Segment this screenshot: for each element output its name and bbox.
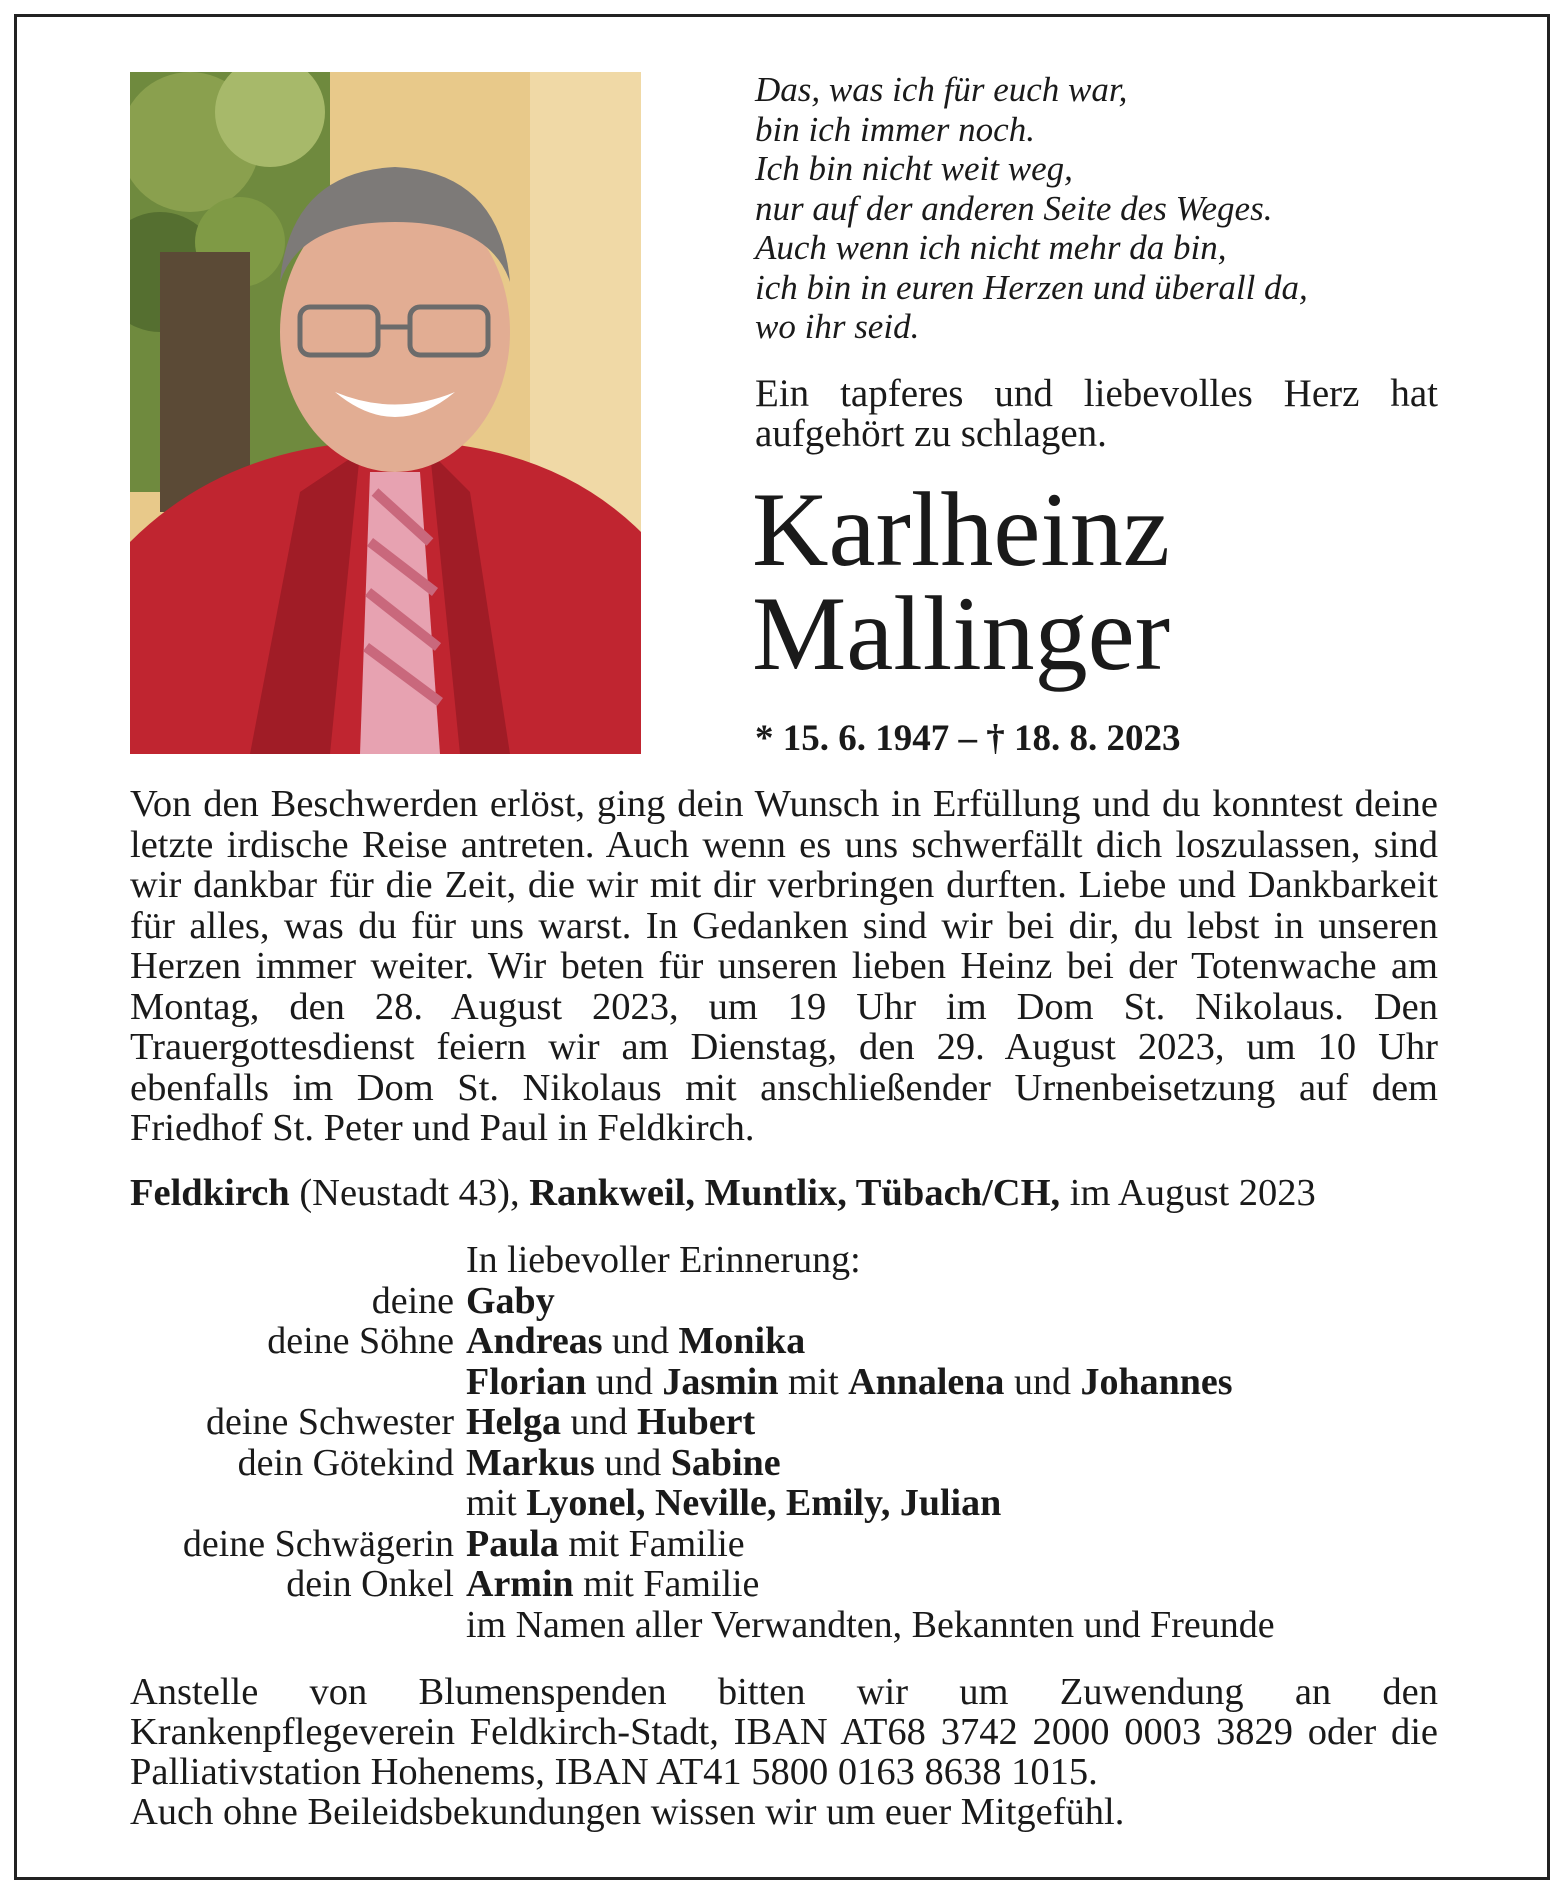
mourner-relation <box>130 1362 466 1403</box>
closing-note: Auch ohne Beileidsbekundungen wissen wir um euer Mitgefühl. <box>130 1791 1125 1833</box>
mourner-connector: mit Familie <box>573 1563 760 1605</box>
mourner-relation: deine <box>371 1279 454 1322</box>
mourner-connector: und <box>602 1320 679 1362</box>
mourner-name: Helga <box>466 1401 561 1443</box>
mourner-name: Paula <box>466 1522 559 1565</box>
mourner-connector: im Namen aller Verwandten, Bekannten und Freunde <box>466 1603 1275 1646</box>
mourner-relation: dein Onkel <box>286 1563 454 1605</box>
mourner-name: Gaby <box>466 1279 555 1322</box>
mourner-names <box>466 1443 781 1484</box>
mourner-row <box>130 1564 1460 1605</box>
last-name: Mallinger <box>752 575 1170 692</box>
mourner-name: Markus <box>466 1441 595 1484</box>
donation-note: Anstelle von Blumenspenden bitten wir um Zuwendung an den Krankenpflegeverein Feldkirch-Stadt, IBAN AT68 3742 2000 0003 3829 oder die Palliativstation Hohenems, IBAN AT41 5800 0163 8638 1015. <box>130 1671 1438 1793</box>
mourner-names <box>466 1605 1275 1646</box>
poem-line: Auch wenn ich nicht mehr da bin, <box>755 228 1227 267</box>
mourner-names <box>466 1321 805 1362</box>
mourner-name: Johannes <box>1080 1360 1233 1403</box>
mourner-name: Hubert <box>636 1401 756 1443</box>
mourner-row <box>130 1483 1460 1524</box>
deceased-name <box>752 471 1452 692</box>
mourner-row <box>130 1605 1460 1646</box>
place-city: Feldkirch <box>130 1172 290 1214</box>
mourner-row <box>130 1321 1460 1362</box>
mourners-heading-row <box>130 1240 1460 1281</box>
mourner-names <box>466 1362 1233 1403</box>
mourner-relation: deine Söhne <box>267 1320 454 1362</box>
poem-line: ich bin in euren Herzen und überall da, <box>755 267 1308 307</box>
mourner-connector: und <box>1004 1360 1081 1403</box>
mourner-relation: deine Schwägerin <box>182 1522 454 1565</box>
poem-line: Das, was ich für euch war, <box>755 70 1128 109</box>
mourners-list <box>130 1240 1460 1645</box>
first-name: Karlheinz <box>752 471 1170 588</box>
mourner-relation <box>130 1605 466 1646</box>
poem-line: Ich bin nicht weit weg, <box>755 149 1073 188</box>
mourner-connector: mit <box>778 1360 849 1403</box>
mourner-row <box>130 1402 1460 1443</box>
mourner-names <box>466 1524 745 1565</box>
poem-line: bin ich immer noch. <box>755 109 1035 149</box>
mourner-name: Jasmin <box>662 1360 779 1403</box>
mourner-relation: deine Schwester <box>206 1401 454 1443</box>
mourner-connector: mit Familie <box>558 1522 745 1565</box>
mourner-connector: und <box>560 1401 637 1443</box>
mourners-heading: In liebevoller Erinnerung: <box>466 1239 861 1281</box>
mourner-row <box>130 1362 1460 1403</box>
mourner-name: Lyonel, Neville, Emily, Julian <box>526 1482 1002 1524</box>
poem-line: nur auf der anderen Seite des Weges. <box>755 188 1273 228</box>
mourner-name: Sabine <box>670 1441 781 1484</box>
mourner-connector: und <box>594 1441 671 1484</box>
intro-text: Ein tapferes und liebevolles Herz hat aufgehört zu schlagen. <box>755 372 1438 455</box>
poem <box>755 70 1435 347</box>
mourner-names <box>466 1281 555 1322</box>
mourner-row <box>130 1281 1460 1322</box>
mourner-relation <box>130 1483 466 1524</box>
mourner-names <box>466 1564 759 1605</box>
mourner-connector: mit <box>466 1482 527 1524</box>
mourner-name: Florian <box>466 1360 587 1403</box>
portrait-photo <box>130 72 641 754</box>
mourner-name: Andreas <box>466 1320 603 1362</box>
obituary-body: Von den Beschwerden erlöst, ging dein Wunsch in Erfüllung und du konntest deine letzte irdische Reise antreten. Auch wenn es uns schwerfällt dich loszulassen, sind wir dankbar für die Zeit, die wir mit dir verbringen durften. Liebe und Dankbarkeit für alles, was du für uns warst. In Gedanken sind wir bei dir, du lebst in unseren Herzen immer weiter. Wir beten für unseren lieben Heinz bei der Totenwache am Montag, den 28. August 2023, um 19 Uhr im Dom St. Nikolaus. Den Trauergottesdienst feiern wir am Dienstag, den 29. August 2023, um 10 Uhr ebenfalls im Dom St. Nikolaus mit anschließender Urnenbeisetzung auf dem Friedhof St. Peter und Paul in Feldkirch. <box>130 783 1438 1149</box>
mourner-name: Annalena <box>848 1360 1005 1403</box>
mourner-row <box>130 1524 1460 1565</box>
mourner-relation: dein Götekind <box>237 1441 454 1484</box>
poem-line: wo ihr seid. <box>755 307 920 346</box>
mourner-name: Armin <box>466 1563 574 1605</box>
mourner-names <box>466 1402 755 1443</box>
mourner-connector: und <box>586 1360 663 1403</box>
place-address: (Neustadt 43), <box>289 1172 530 1214</box>
mourner-name: Monika <box>678 1320 806 1362</box>
place-other: Rankweil, Muntlix, Tübach/CH, <box>529 1172 1061 1214</box>
mourner-row <box>130 1443 1460 1484</box>
life-dates: * 15. 6. 1947 – † 18. 8. 2023 <box>755 718 1181 759</box>
mourner-names <box>466 1483 1001 1524</box>
place-line <box>130 1172 1440 1214</box>
place-date: im August 2023 <box>1060 1172 1316 1214</box>
